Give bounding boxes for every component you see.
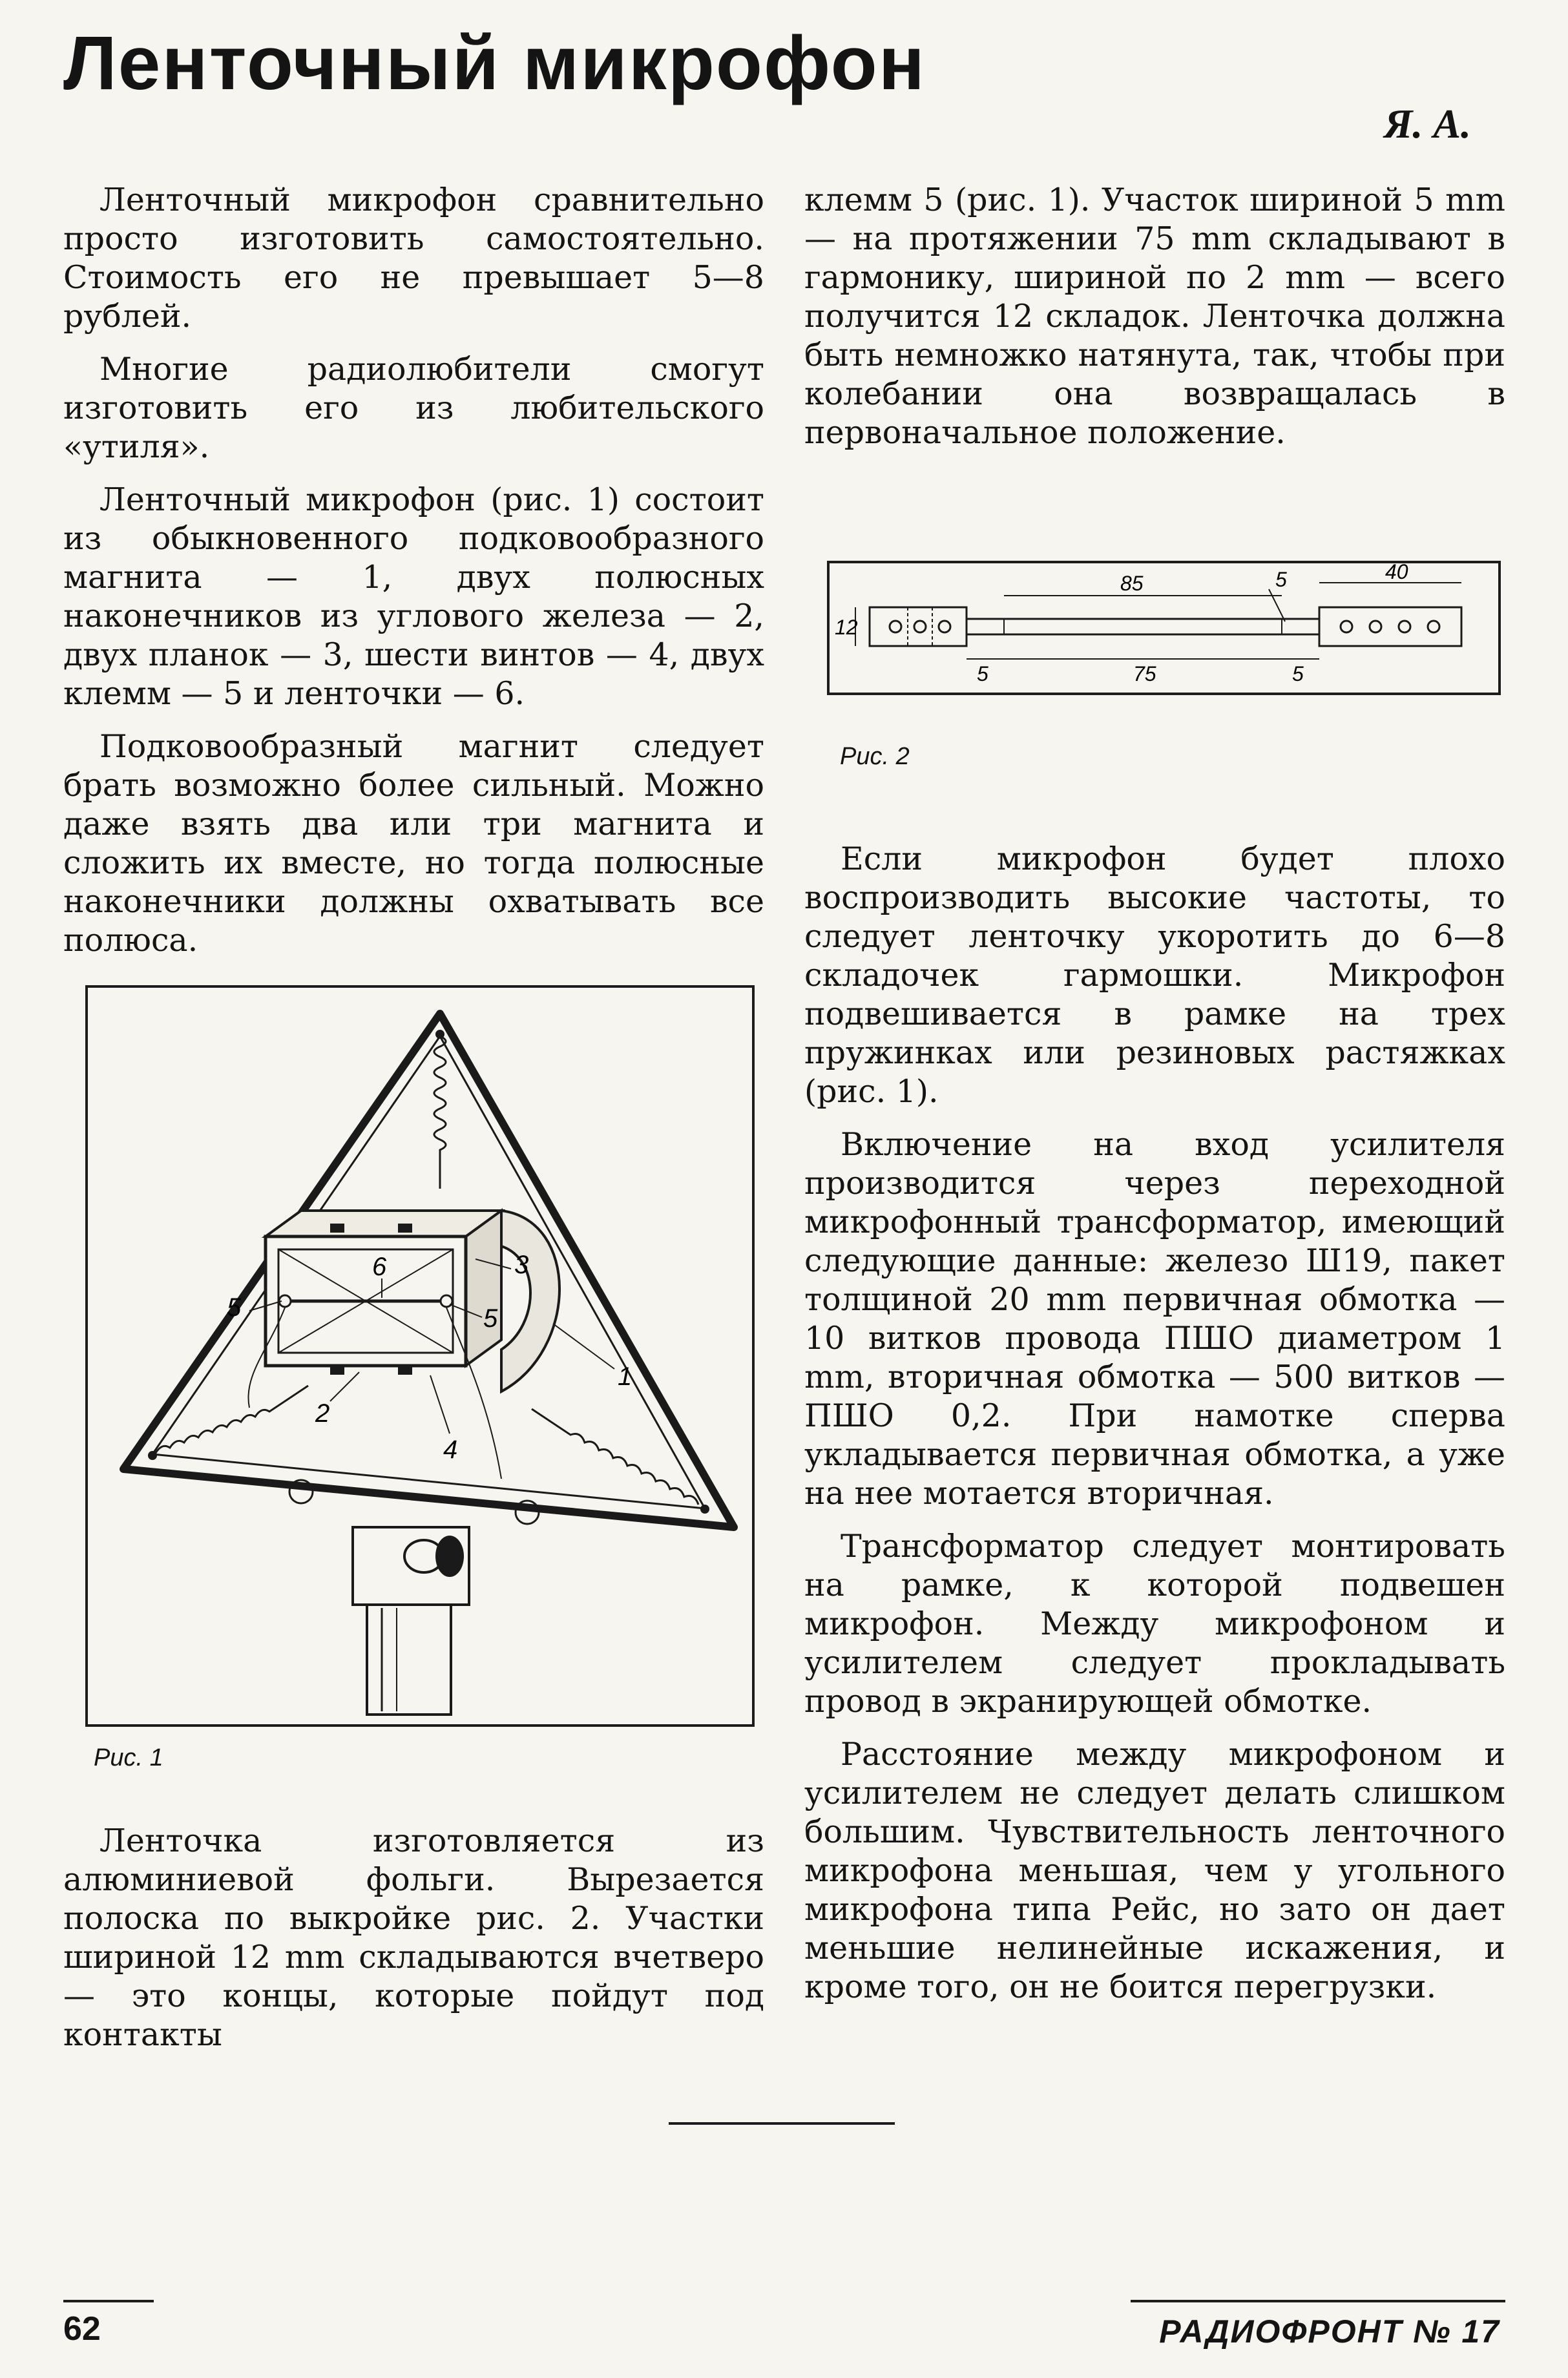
footer-rule-left [63,2300,154,2302]
figure-1-label-5-left: 5 [227,1293,242,1322]
dimension-5-right: 5 [1292,662,1304,685]
dimension-85: 85 [1120,572,1144,595]
figure-1-illustration [85,985,755,1727]
left-column-bottom [63,1822,764,2054]
dimension-5-left: 5 [977,662,988,685]
figure-1-drawing [88,988,752,1724]
article-title: Ленточный микрофон [63,21,926,106]
page-number: 62 [63,2310,101,2348]
dimension-12: 12 [835,616,858,639]
figure-2-drawing [830,563,1498,693]
right-column-top [804,181,1505,466]
paragraph: Ленточный микрофон (рис. 1) состоит из обыкновенного подковообразного магнита — 1, двух полюсных наконечников из углового железа — 2, двух планок — 3, шести винтов — 4, двух клемм — 5 и ленточки — 6. [63,481,764,712]
figure-1-label-2: 2 [315,1399,330,1428]
magnet [501,1211,559,1392]
dimension-75: 75 [1133,662,1156,685]
author-initials: Я. А. [1384,101,1471,147]
figure-1-label-5-right: 5 [483,1304,498,1333]
figure-1-label-1: 1 [618,1362,632,1391]
dimension-5-top: 5 [1275,568,1287,591]
paragraph: Многие радиолюбители смогут изготовить его из любительского «утиля». [63,351,764,465]
paragraph: Ленточка изготовляется из алюминиевой фольги. Вырезается полоска по выкройке рис. 2. Участки шириной 12 mm складываются вчетверо — это концы, которые пойдут под контакты [63,1822,764,2053]
paragraph: Расстояние между микрофоном и усилителем не следует делать слишком большим. Чувствительность ленточного микрофона меньшая, чем у угольного микрофона типа Рейс, но зато он дает меньшие нелинейные искажения, и кроме того, он не боится перегрузки. [804,1736,1505,2005]
paragraph: Ленточный микрофон сравнительно просто изготовить самостоятельно. Стоимость его не превышает 5—8 рублей. [63,182,764,335]
paragraph: Подковообразный магнит следует брать возможно более сильный. Можно даже взять два или три магнита и сложить их вместе, но тогда полюсные наконечники должны охватывать все полюса. [63,728,764,959]
right-column-bottom [804,840,1505,2021]
figure-2-illustration [827,561,1501,695]
figure-2-caption: Рис. 2 [840,743,910,770]
paragraph: клемм 5 (рис. 1). Участок шириной 5 mm — на протяжении 75 mm складывают в гармонику, шириной по 2 mm — всего получится 12 складок. Ленточка должна быть немножко натянута, так, чтобы при колебании она возвращалась в первоначальное положение. [804,182,1505,451]
end-of-article-rule [669,2122,895,2125]
paragraph: Если микрофон будет плохо воспроизводить высокие частоты, то следует ленточку укоротить до 6—8 складочек гармошки. Микрофон подвешивается в рамке на трех пружинках или резиновых растяжках (рис. 1). [804,840,1505,1110]
dimension-40: 40 [1385,563,1408,583]
figure-1-label-4: 4 [443,1435,458,1464]
journal-name: РАДИОФРОНТ № 17 [1159,2313,1500,2350]
paragraph: Трансформатор следует монтировать на рамке, к которой подвешен микрофон. Между микрофоном и усилителем следует прокладывать провод в экранирующей обмотке. [804,1528,1505,1720]
figure-1-caption: Рис. 1 [94,1744,163,1771]
figure-1-label-3: 3 [514,1251,529,1279]
figure-1-label-6: 6 [372,1253,387,1281]
top-spring [434,1036,446,1189]
paragraph: Включение на вход усилителя производится через переходной микрофонный трансформатор, имеющий следующие данные: железо Ш19, пакет толщиной 20 mm первичная обмотка — 10 витков провода ПШО диаметром 1 mm, вторичная обмотка — 500 витков — ПШО 0,2. При намотке сперва укладывается первичная обмотка, а уже на нее мотается вторичная. [804,1126,1505,1512]
left-column [63,181,764,974]
footer-rule-right [1131,2300,1505,2302]
